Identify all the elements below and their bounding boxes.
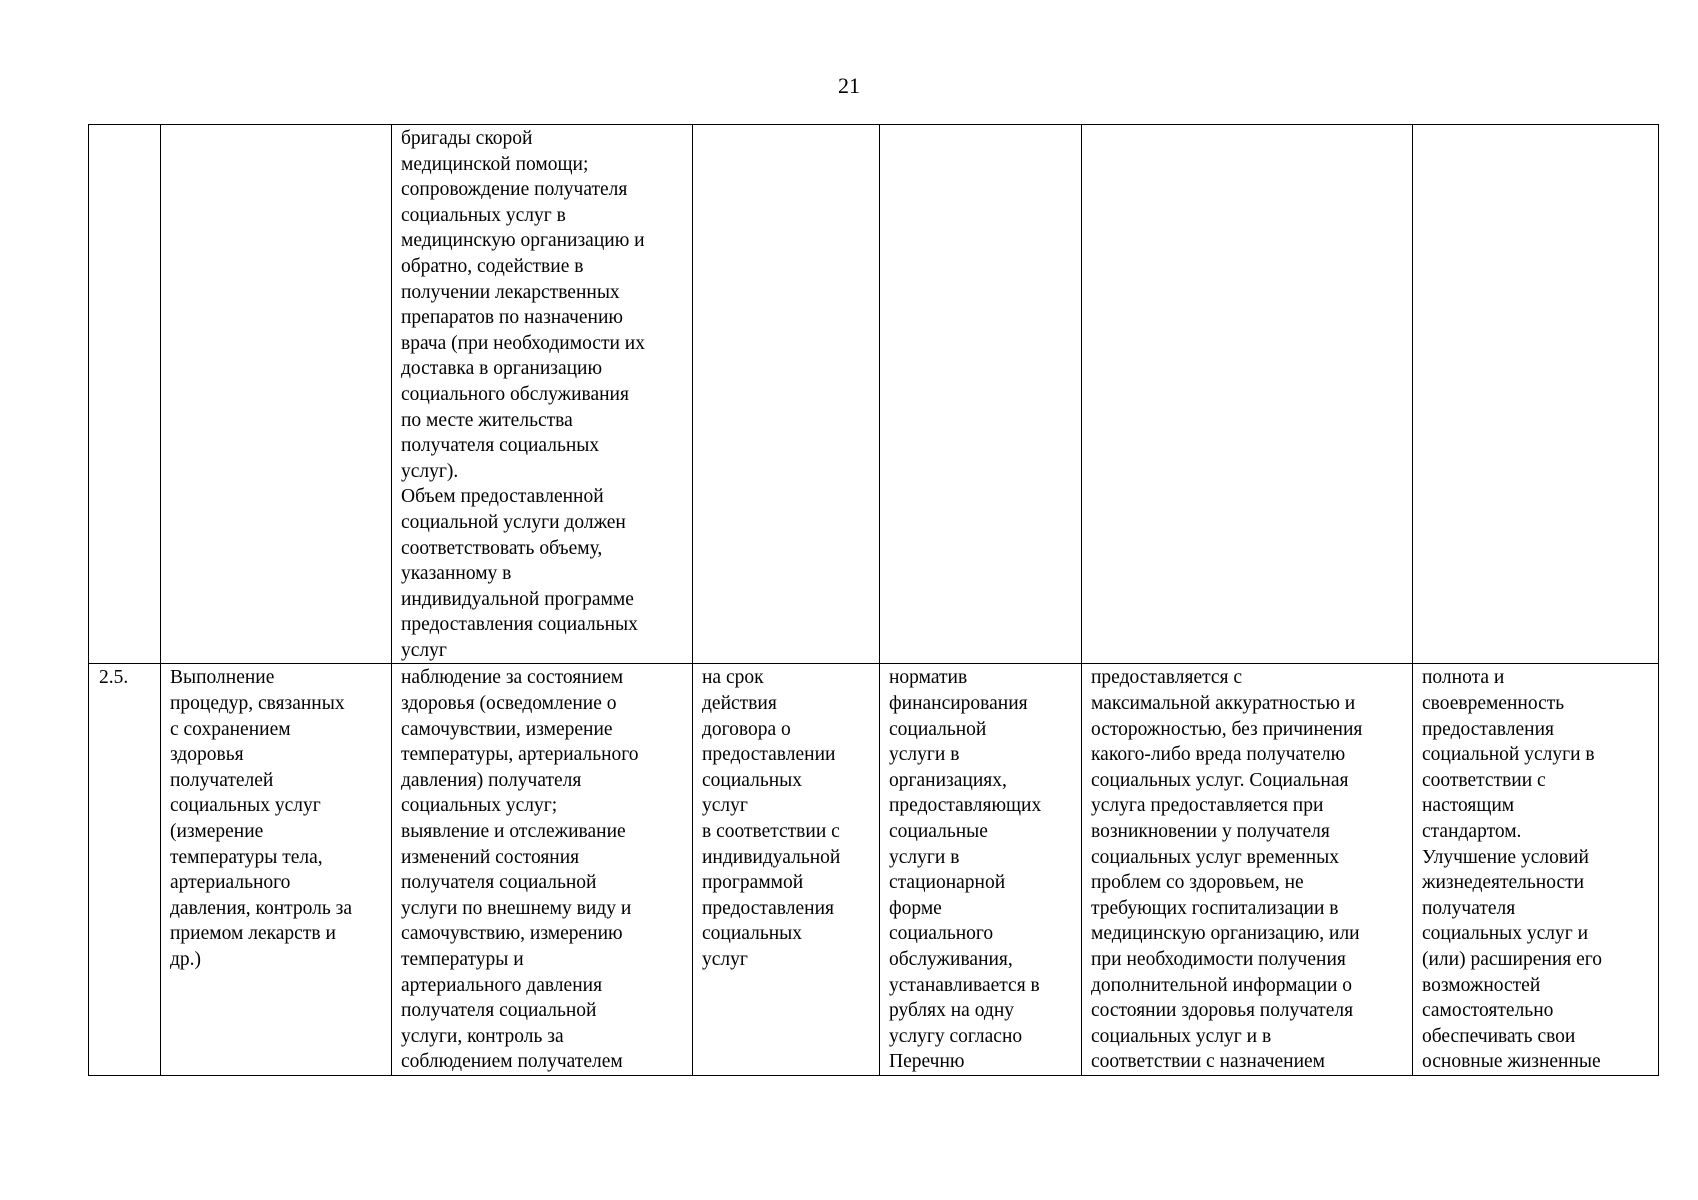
table-row: [89, 125, 1659, 664]
cell-description: наблюдение за состоянием здоровья (осведомление о самочувствии, измерение температуры, артериального давления) получателя социальных услуг; выявление и отслеживание изменений состояния получателя социальной услуги по внешнему виду и самочувствию, измерению температуры и артериального давления получателя социальной услуги, контроль за соблюдением получателем: [392, 664, 693, 1076]
table-row: [89, 664, 1659, 1076]
cell-norm: норматив финансирования социальной услуги в организациях, предоставляющих социальные услуги в стационарной форме социального обслуживания, устанавливается в рублях на одну услугу согласно Перечню: [880, 664, 1082, 1076]
cell-term: на срок действия договора о предоставлении социальных услуг в соответствии с индивидуальной программой предоставления социальных услуг: [693, 664, 880, 1076]
cell-number: 2.5.: [89, 664, 161, 1076]
page-number: 21: [838, 73, 860, 98]
cell-quality: полнота и своевременность предоставления социальной услуги в соответствии с настоящим стандартом. Улучшение условий жизнедеятельности получателя социальных услуг и (или) расширения его возможностей самостоятельно обеспечивать свои основные жизненные: [1413, 664, 1659, 1076]
cell-service-name: [161, 125, 392, 664]
cell-number: [89, 125, 161, 664]
cell-conditions: предоставляется с максимальной аккуратностью и осторожностью, без причинения какого-либо вреда получателю социальных услуг. Социальная услуга предоставляется при возникновении у получателя социальных услуг временных проблем со здоровьем, не требующих госпитализации в медицинскую организацию, или при необходимости получения дополнительной информации о состоянии здоровья получателя социальных услуг и в соответствии с назначением: [1082, 664, 1413, 1076]
cell-quality: [1413, 125, 1659, 664]
cell-service-name: Выполнение процедур, связанных с сохранением здоровья получателей социальных услуг (измерение температуры тела, артериального давления, контроль за приемом лекарств и др.): [161, 664, 392, 1076]
services-table: [88, 124, 1659, 1076]
cell-conditions: [1082, 125, 1413, 664]
cell-term: [693, 125, 880, 664]
cell-norm: [880, 125, 1082, 664]
cell-description: бригады скорой медицинской помощи; сопровождение получателя социальных услуг в медицинскую организацию и обратно, содействие в получении лекарственных препаратов по назначению врача (при необходимости их доставка в организацию социального обслуживания по месте жительства получателя социальных услуг). Объем предоставленной социальной услуги должен соответствовать объему, указанному в индивидуальной программе предоставления социальных услуг: [392, 125, 693, 664]
